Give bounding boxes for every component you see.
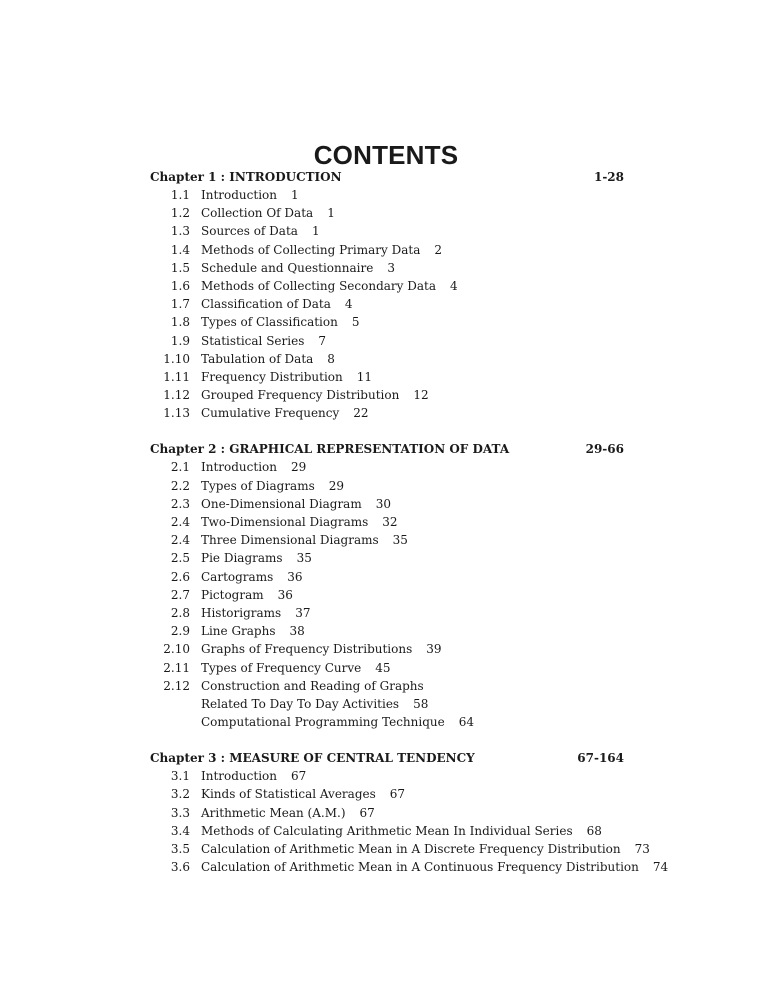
section-entry	[201, 713, 474, 731]
toc-entry	[150, 404, 624, 422]
section-page-number: 36	[277, 587, 293, 602]
section-entry	[201, 495, 391, 513]
section-entry	[201, 640, 442, 658]
toc-entry	[150, 677, 624, 695]
section-title: Methods of Calculating Arithmetic Mean In Individual Series	[201, 823, 573, 838]
section-number: 1.1	[170, 188, 190, 202]
section-entry	[201, 822, 602, 840]
section-number: 1.11	[163, 369, 190, 384]
section-entry	[201, 513, 398, 531]
chapter-heading	[150, 168, 624, 186]
section-title: Historigrams	[201, 605, 282, 620]
toc-entry	[150, 640, 624, 658]
toc-entry	[150, 586, 624, 604]
chapter-title: Chapter 1 : INTRODUCTION	[150, 170, 342, 184]
section-number: 1.9	[170, 333, 190, 348]
section-number: 2.3	[170, 496, 190, 511]
section-title: Tabulation of Data	[201, 351, 314, 366]
section-entry	[201, 204, 335, 222]
section-page-number: 30	[375, 496, 391, 511]
section-page-number: 35	[296, 551, 312, 566]
section-title: Calculation of Arithmetic Mean in A Discrete Frequency Distribution	[201, 842, 621, 856]
section-number: 2.4	[170, 533, 190, 548]
toc-entry	[150, 295, 624, 313]
section-number: 3.4	[170, 823, 190, 838]
section-page-number: 64	[458, 715, 475, 730]
section-entry	[201, 404, 369, 422]
section-number: 2.5	[170, 551, 190, 566]
chapter-section	[150, 749, 669, 876]
toc-entry	[150, 785, 624, 803]
section-page-number: 38	[289, 624, 305, 639]
toc-entry	[150, 386, 624, 404]
section-number: 2.12	[163, 678, 190, 693]
toc-entry	[150, 259, 624, 277]
section-entry	[201, 858, 668, 876]
section-number: 3.3	[170, 805, 190, 820]
toc-entry	[150, 458, 624, 476]
section-number: 1.6	[170, 278, 190, 293]
section-number: 1.8	[170, 315, 190, 330]
section-number: 3.1	[170, 769, 190, 784]
section-entry	[201, 659, 391, 677]
section-title: Cumulative Frequency	[201, 406, 340, 421]
section-page-number: 67	[291, 769, 307, 784]
section-page-number: 1	[327, 206, 335, 221]
section-title: Types of Diagrams	[201, 478, 315, 493]
section-number: 2.7	[170, 587, 190, 602]
toc-entry	[150, 568, 624, 586]
toc-entry	[150, 204, 624, 222]
section-page-number: 2	[434, 242, 442, 257]
section-title: Three Dimensional Diagrams	[201, 533, 379, 548]
section-page-number: 37	[295, 605, 311, 620]
section-page-number: 4	[450, 278, 458, 293]
section-page-number: 1	[291, 188, 299, 202]
toc-entry	[150, 659, 624, 677]
toc-entry	[150, 186, 624, 204]
section-entry	[201, 622, 305, 640]
section-title: Introduction	[201, 460, 277, 475]
section-page-number: 1	[311, 224, 320, 239]
section-title: Related To Day To Day Activities	[201, 696, 400, 711]
toc-entry	[150, 332, 624, 350]
section-entry	[201, 677, 438, 695]
toc-entry	[150, 604, 624, 622]
section-number: 3.6	[170, 860, 190, 875]
section-page-number: 29	[328, 478, 345, 493]
page-title: CONTENTS	[313, 140, 459, 171]
chapter-title: Chapter 3 : MEASURE OF CENTRAL TENDENCY	[150, 751, 475, 766]
section-entry	[201, 604, 310, 622]
toc-entry	[150, 531, 624, 549]
section-title: Cartograms	[201, 569, 274, 584]
section-title: Pictogram	[201, 587, 264, 602]
toc-entry	[150, 222, 624, 240]
section-number: 1.12	[163, 388, 190, 403]
toc-entry	[150, 840, 650, 858]
section-number: 1.3	[170, 224, 190, 239]
section-title: Collection Of Data	[201, 206, 314, 221]
section-page-number: 12	[413, 388, 429, 403]
section-title: Pie Diagrams	[201, 551, 283, 566]
toc-entry	[150, 368, 624, 386]
toc-entry	[150, 350, 624, 368]
section-number: 2.9	[170, 624, 190, 639]
section-title: Methods of Collecting Primary Data	[201, 242, 421, 257]
toc-entry	[150, 549, 624, 567]
section-number: 1.10	[163, 351, 190, 366]
section-number: 1.4	[170, 242, 190, 257]
toc-entry	[150, 277, 624, 295]
section-number: 2.1	[170, 460, 190, 475]
section-page-number: 35	[392, 533, 408, 548]
section-title: Two-Dimensional Diagrams	[201, 515, 369, 529]
section-number: 2.6	[170, 569, 190, 584]
section-title: One-Dimensional Diagram	[201, 496, 362, 511]
section-entry	[201, 332, 326, 350]
section-entry	[201, 458, 306, 476]
section-page-number: 5	[351, 315, 360, 330]
section-page-number: 4	[344, 297, 353, 312]
section-entry	[201, 350, 335, 368]
chapter-section	[150, 168, 624, 422]
section-title: Arithmetic Mean (A.M.)	[201, 805, 346, 820]
toc-entry	[150, 513, 624, 531]
section-entry	[201, 386, 429, 404]
section-entry	[201, 186, 299, 204]
section-number: 2.2	[170, 478, 190, 493]
section-number: 2.10	[163, 642, 190, 657]
section-title: Classification of Data	[201, 297, 331, 312]
section-page-number: 67	[389, 787, 406, 802]
section-page-number: 11	[356, 369, 373, 384]
section-entry	[201, 695, 428, 713]
section-entry	[201, 477, 344, 495]
section-title: Line Graphs	[201, 624, 276, 639]
section-page-number: 39	[426, 642, 442, 657]
chapter-page-range: 1-28	[593, 170, 624, 184]
chapter-heading	[150, 749, 624, 767]
table-of-contents	[150, 168, 669, 894]
section-entry	[201, 295, 353, 313]
section-title: Schedule and Questionnaire	[201, 260, 374, 275]
section-number: 3.5	[170, 842, 190, 856]
toc-entry	[150, 495, 624, 513]
section-entry	[201, 785, 405, 803]
section-page-number: 45	[375, 660, 391, 675]
section-page-number: 36	[287, 569, 303, 584]
section-entry	[201, 313, 359, 331]
section-number: 2.8	[170, 605, 190, 620]
section-title: Construction and Reading of Graphs	[201, 678, 424, 693]
toc-entry	[150, 241, 624, 259]
section-number: 1.13	[163, 406, 190, 421]
toc-entry	[150, 822, 624, 840]
section-title: Methods of Collecting Secondary Data	[201, 278, 437, 293]
toc-entry	[150, 622, 624, 640]
section-number: 1.7	[170, 297, 190, 312]
section-entry	[201, 241, 442, 259]
toc-entry	[150, 804, 624, 822]
section-page-number: 32	[382, 515, 398, 529]
section-entry	[201, 368, 372, 386]
section-entry	[201, 804, 375, 822]
section-page-number: 8	[327, 351, 335, 366]
section-number: 1.2	[170, 206, 190, 221]
toc-entry	[150, 477, 624, 495]
section-title: Types of Frequency Curve	[201, 660, 362, 675]
section-entry	[201, 586, 293, 604]
chapter-page-range: 29-66	[585, 442, 624, 457]
chapter-section	[150, 440, 624, 731]
section-entry	[201, 531, 408, 549]
section-entry	[201, 568, 303, 586]
section-title: Grouped Frequency Distribution	[201, 388, 400, 403]
section-entry	[201, 767, 306, 785]
section-page-number: 58	[413, 696, 429, 711]
chapter-title: Chapter 2 : GRAPHICAL REPRESENTATION OF DATA	[150, 442, 510, 457]
section-entry	[201, 277, 458, 295]
section-title: Sources of Data	[201, 224, 298, 239]
section-number: 3.2	[170, 787, 190, 802]
toc-entry	[150, 858, 669, 876]
section-title: Calculation of Arithmetic Mean in A Continuous Frequency Distribution	[201, 860, 639, 875]
section-title: Kinds of Statistical Averages	[201, 787, 376, 802]
section-number: 2.11	[163, 660, 190, 675]
section-title: Graphs of Frequency Distributions	[201, 642, 413, 657]
chapter-heading	[150, 440, 624, 458]
section-entry	[201, 549, 312, 567]
toc-entry	[150, 713, 624, 731]
section-page-number: 74	[652, 860, 669, 875]
section-page-number: 68	[586, 823, 602, 838]
section-entry	[201, 259, 395, 277]
section-page-number: 29	[291, 460, 307, 475]
section-number: 2.4	[170, 515, 190, 529]
section-entry	[201, 840, 650, 858]
section-title: Frequency Distribution	[201, 369, 343, 384]
toc-entry	[150, 767, 624, 785]
section-page-number: 7	[318, 333, 326, 348]
toc-entry	[150, 313, 624, 331]
section-entry	[201, 222, 320, 240]
section-page-number: 67	[359, 805, 375, 820]
section-page-number: 73	[634, 842, 650, 856]
section-title: Statistical Series	[201, 333, 305, 348]
section-title: Computational Programming Technique	[201, 715, 445, 730]
chapter-page-range: 67-164	[577, 751, 624, 766]
toc-entry	[150, 695, 624, 713]
section-title: Types of Classification	[201, 315, 338, 330]
section-number: 1.5	[170, 260, 190, 275]
section-title: Introduction	[201, 188, 277, 202]
section-title: Introduction	[201, 769, 277, 784]
section-page-number: 3	[387, 260, 395, 275]
section-page-number: 22	[353, 406, 369, 421]
